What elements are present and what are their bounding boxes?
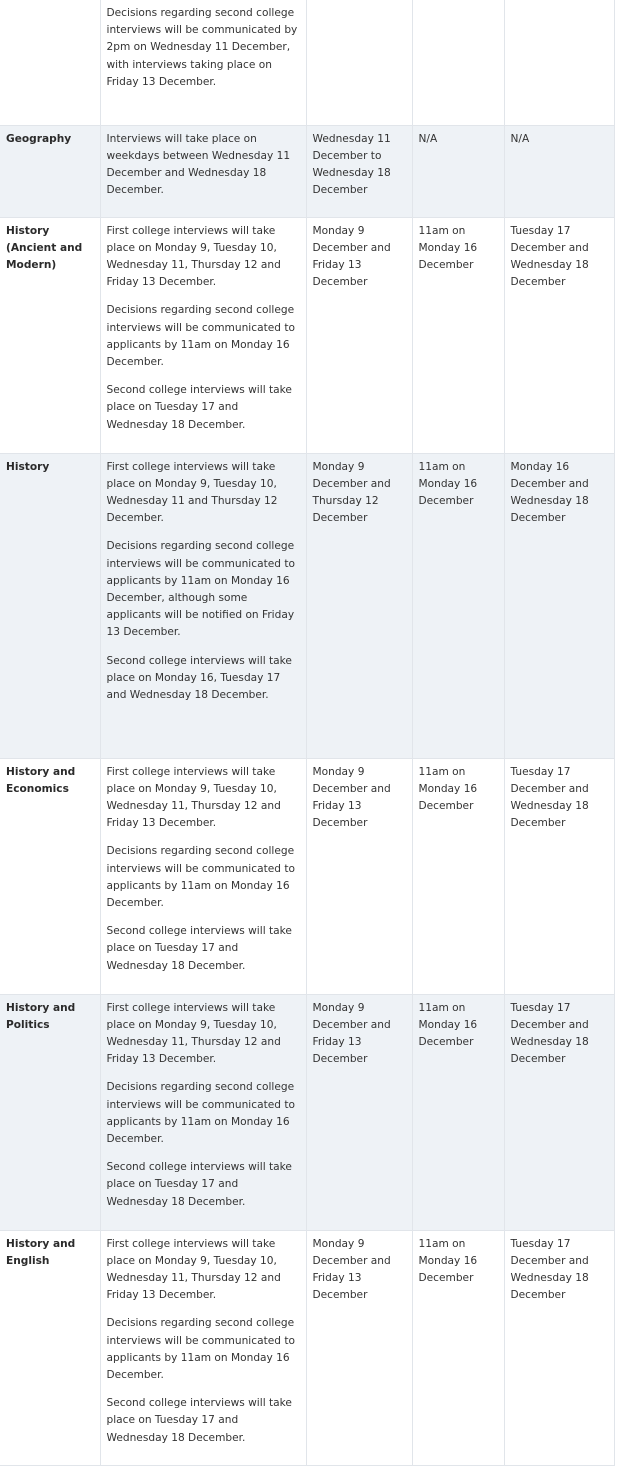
note-paragraph: Second college interviews will take place on Monday 16, Tuesday 17 and Wednesday 18 December. [106,654,292,701]
subject-cell: Geography [0,125,100,217]
subject-cell: History and English [0,1230,100,1465]
note-paragraph: Decisions regarding second college interviews will be communicated to applicants by 11am on Monday 16 December. [106,845,295,909]
note-paragraph: Second college interviews will take place on Tuesday 17 and Wednesday 18 December. [106,1161,292,1208]
notes-cell [100,125,306,217]
decision-time-cell: N/A [412,125,504,217]
note-paragraph: Second college interviews will take place on Tuesday 17 and Wednesday 18 December. [106,925,292,972]
table-row [0,994,614,1230]
note-paragraph: Decisions regarding second college interviews will be communicated by 2pm on Wednesday 11 December, with interviews taking place on Friday 13 December. [106,7,298,88]
subject-cell: History (Ancient and Modern) [0,217,100,453]
note-paragraph: Decisions regarding second college interviews will be communicated to applicants by 11am on Monday 16 December. [106,1081,295,1145]
note-paragraph: First college interviews will take place on Monday 9, Tuesday 10, Wednesday 11, Thursday 12 and Friday 13 December. [106,1237,281,1302]
decision-time-cell [412,0,504,125]
decision-time-cell: 11am on Monday 16 December [412,994,504,1230]
note-paragraph: Interviews will take place on weekdays between Wednesday 11 December and Wednesday 18 December. [106,132,291,197]
subject-cell: History and Politics [0,994,100,1230]
table-row [0,217,614,453]
note-paragraph: First college interviews will take place on Monday 9, Tuesday 10, Wednesday 11, Thursday 12 and Friday 13 December. [106,765,281,830]
table-row [0,0,614,125]
subject-cell: History [0,453,100,758]
notes-cell [100,0,306,125]
notes-cell [100,1230,306,1465]
decision-time-cell: 11am on Monday 16 December [412,453,504,758]
note-paragraph: Decisions regarding second college interviews will be communicated to applicants by 11am on Monday 16 December. [106,1317,295,1381]
decision-time-cell: 11am on Monday 16 December [412,758,504,994]
note-paragraph: Second college interviews will take place on Tuesday 17 and Wednesday 18 December. [106,384,292,431]
notes-cell [100,758,306,994]
second-interview-cell: Tuesday 17 December and Wednesday 18 December [504,1230,614,1465]
note-paragraph: Decisions regarding second college interviews will be communicated to applicants by 11am on Monday 16 December, although some applicants will be notified on Friday 13 December. [106,540,295,639]
second-interview-cell: Monday 16 December and Wednesday 18 December [504,453,614,758]
second-interview-cell: Tuesday 17 December and Wednesday 18 December [504,217,614,453]
table-row [0,125,614,217]
decision-time-cell: 11am on Monday 16 December [412,217,504,453]
subject-cell [0,0,100,125]
first-interview-cell: Monday 9 December and Friday 13 December [306,217,412,453]
first-interview-cell: Monday 9 December and Friday 13 December [306,1230,412,1465]
notes-cell [100,453,306,758]
note-paragraph: First college interviews will take place on Monday 9, Tuesday 10, Wednesday 11 and Thursday 12 December. [106,460,278,525]
first-interview-cell: Wednesday 11 December to Wednesday 18 December [306,125,412,217]
note-paragraph: First college interviews will take place on Monday 9, Tuesday 10, Wednesday 11, Thursday 12 and Friday 13 December. [106,1001,281,1066]
first-interview-cell: Monday 9 December and Thursday 12 December [306,453,412,758]
notes-cell [100,994,306,1230]
table-row [0,1230,614,1465]
note-paragraph: Decisions regarding second college interviews will be communicated to applicants by 11am on Monday 16 December. [106,304,295,368]
first-interview-cell [306,0,412,125]
note-paragraph: First college interviews will take place on Monday 9, Tuesday 10, Wednesday 11, Thursday 12 and Friday 13 December. [106,224,281,289]
second-interview-cell: Tuesday 17 December and Wednesday 18 December [504,758,614,994]
second-interview-cell: Tuesday 17 December and Wednesday 18 December [504,994,614,1230]
first-interview-cell: Monday 9 December and Friday 13 December [306,994,412,1230]
second-interview-cell [504,0,614,125]
first-interview-cell: Monday 9 December and Friday 13 December [306,758,412,994]
second-interview-cell: N/A [504,125,614,217]
note-paragraph: Second college interviews will take place on Tuesday 17 and Wednesday 18 December. [106,1397,292,1444]
notes-cell [100,217,306,453]
decision-time-cell: 11am on Monday 16 December [412,1230,504,1465]
table-row [0,453,614,758]
table-row [0,758,614,994]
subject-cell: History and Economics [0,758,100,994]
